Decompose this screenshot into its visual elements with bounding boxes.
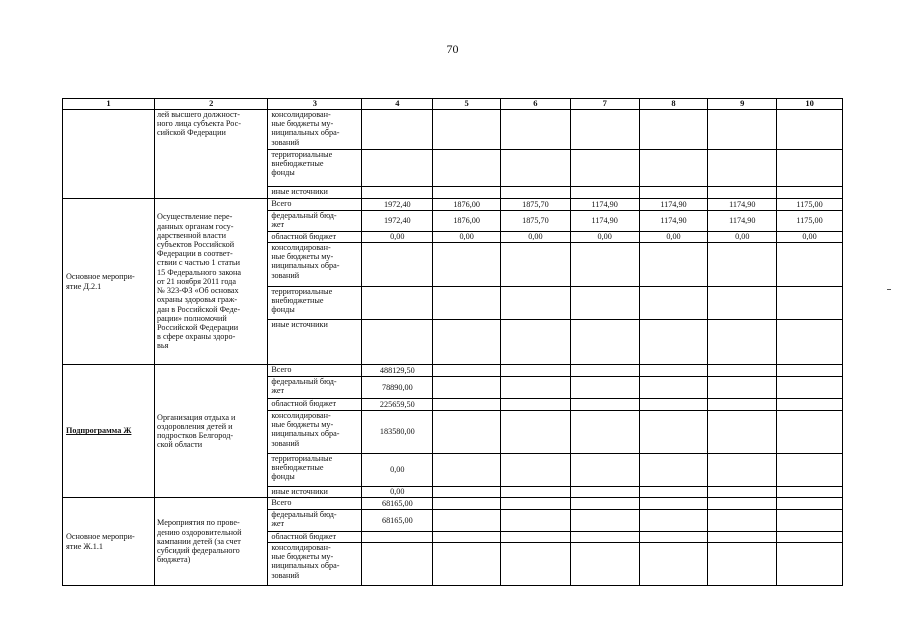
value-cell	[639, 487, 708, 498]
value-cell: 1876,00	[433, 211, 501, 232]
value-cell	[362, 243, 433, 287]
value-cell	[708, 150, 777, 187]
value-cell	[570, 543, 639, 586]
budget-table	[62, 98, 843, 586]
funding-source-cell: федеральный бюд- жет	[268, 510, 362, 532]
value-cell	[639, 411, 708, 454]
value-cell: 225659,50	[362, 399, 433, 411]
value-cell	[777, 320, 843, 365]
header-cell: 6	[501, 99, 571, 110]
value-cell	[433, 411, 501, 454]
value-cell	[362, 543, 433, 586]
value-cell	[777, 110, 843, 150]
value-cell: 0,00	[777, 232, 843, 243]
value-cell	[639, 365, 708, 377]
header-cell: 1	[63, 99, 155, 110]
value-cell	[570, 320, 639, 365]
value-cell	[777, 411, 843, 454]
value-cell	[777, 187, 843, 199]
value-cell	[433, 365, 501, 377]
header-cell: 10	[777, 99, 843, 110]
value-cell	[433, 110, 501, 150]
value-cell	[570, 454, 639, 487]
budget-table-wrap	[62, 98, 843, 586]
value-cell	[777, 498, 843, 510]
value-cell	[433, 454, 501, 487]
value-cell	[501, 510, 571, 532]
table-row	[63, 199, 843, 211]
value-cell	[639, 187, 708, 199]
value-cell	[433, 510, 501, 532]
value-cell: 68165,00	[362, 498, 433, 510]
value-cell: 1175,00	[777, 211, 843, 232]
value-cell	[362, 150, 433, 187]
value-cell	[433, 532, 501, 543]
value-cell	[708, 287, 777, 320]
section-description-cell: Организация отдыха и оздоровления детей и подростков Белгород- ской области	[155, 365, 268, 498]
funding-source-cell: иные источники	[268, 487, 362, 498]
funding-source-cell: Всего	[268, 498, 362, 510]
value-cell	[433, 498, 501, 510]
value-cell	[777, 510, 843, 532]
funding-source-cell: территориальные внебюджетные фонды	[268, 150, 362, 187]
value-cell: 1174,90	[570, 199, 639, 211]
value-cell	[639, 377, 708, 399]
value-cell	[708, 365, 777, 377]
value-cell: 78890,00	[362, 377, 433, 399]
header-cell: 2	[155, 99, 268, 110]
value-cell	[570, 498, 639, 510]
funding-source-cell: консолидирован- ные бюджеты му- ниципальных обра- зований	[268, 243, 362, 287]
funding-source-cell: территориальные внебюджетные фонды	[268, 454, 362, 487]
section-description-cell: Мероприятия по прове- дению оздоровительной кампании детей (за счет субсидий федерального бюджета)	[155, 498, 268, 586]
value-cell	[777, 243, 843, 287]
value-cell	[570, 243, 639, 287]
value-cell	[639, 510, 708, 532]
table-body	[63, 110, 843, 586]
value-cell	[501, 377, 571, 399]
funding-source-cell: федеральный бюд- жет	[268, 377, 362, 399]
value-cell: 183580,00	[362, 411, 433, 454]
value-cell	[433, 243, 501, 287]
value-cell	[708, 543, 777, 586]
value-cell: 0,00	[501, 232, 571, 243]
header-cell: 4	[362, 99, 433, 110]
value-cell	[501, 320, 571, 365]
value-cell	[639, 532, 708, 543]
value-cell	[570, 399, 639, 411]
value-cell	[777, 454, 843, 487]
value-cell	[433, 487, 501, 498]
value-cell: 1875,70	[501, 199, 571, 211]
funding-source-cell: территориальные внебюджетные фонды	[268, 287, 362, 320]
table-row	[63, 498, 843, 510]
value-cell	[639, 110, 708, 150]
value-cell: 1875,70	[501, 211, 571, 232]
value-cell	[501, 243, 571, 287]
table-row	[63, 365, 843, 377]
value-cell: 0,00	[433, 232, 501, 243]
funding-source-cell: областной бюджет	[268, 399, 362, 411]
value-cell: 1174,90	[570, 211, 639, 232]
value-cell: 1972,40	[362, 199, 433, 211]
value-cell: 1174,90	[708, 199, 777, 211]
value-cell	[639, 399, 708, 411]
value-cell	[362, 287, 433, 320]
funding-source-cell: областной бюджет	[268, 232, 362, 243]
funding-source-cell: иные источники	[268, 320, 362, 365]
value-cell	[362, 320, 433, 365]
value-cell	[570, 411, 639, 454]
value-cell	[708, 399, 777, 411]
value-cell	[501, 110, 571, 150]
value-cell: 1174,90	[639, 211, 708, 232]
value-cell	[639, 498, 708, 510]
value-cell	[501, 532, 571, 543]
value-cell	[777, 377, 843, 399]
value-cell	[501, 543, 571, 586]
value-cell	[433, 377, 501, 399]
value-cell: 0,00	[708, 232, 777, 243]
value-cell: 1972,40	[362, 211, 433, 232]
value-cell	[433, 320, 501, 365]
page-number: 70	[446, 42, 459, 56]
value-cell	[433, 287, 501, 320]
value-cell: 1175,00	[777, 199, 843, 211]
value-cell	[708, 454, 777, 487]
value-cell	[570, 287, 639, 320]
section-description-cell: Осуществление пере- данных органам госу- дарственной власти субъектов Российской Федерации в соответ- ствии с частью 1 статьи 15 Федерального закона от 21 ноября 2011 года № 323-ФЗ «Об основах охраны здоровья граж- дан в Российской Феде- рации» полномочий Российской Федерации в сфере охраны здоро- вья	[155, 199, 268, 365]
value-cell	[570, 532, 639, 543]
value-cell	[639, 454, 708, 487]
funding-source-cell: Всего	[268, 199, 362, 211]
value-cell	[433, 399, 501, 411]
value-cell	[639, 543, 708, 586]
value-cell	[708, 532, 777, 543]
value-cell	[708, 510, 777, 532]
value-cell: 488129,50	[362, 365, 433, 377]
value-cell	[570, 150, 639, 187]
funding-source-cell: областной бюджет	[268, 532, 362, 543]
header-cell: 3	[268, 99, 362, 110]
value-cell	[777, 287, 843, 320]
value-cell: 1876,00	[433, 199, 501, 211]
value-cell	[639, 150, 708, 187]
value-cell	[639, 243, 708, 287]
section-name-cell: Основное меропри- ятие Ж.1.1	[63, 498, 155, 586]
value-cell	[708, 320, 777, 365]
value-cell	[570, 365, 639, 377]
value-cell	[708, 498, 777, 510]
value-cell	[777, 365, 843, 377]
funding-source-cell: иные источники	[268, 187, 362, 199]
funding-source-cell: Всего	[268, 365, 362, 377]
value-cell	[708, 487, 777, 498]
section-name-cell	[63, 110, 155, 199]
section-name-cell: Подпрограмма Ж	[63, 365, 155, 498]
value-cell	[501, 399, 571, 411]
value-cell	[777, 543, 843, 586]
header-cell: 5	[433, 99, 501, 110]
value-cell	[708, 110, 777, 150]
value-cell: 1174,90	[639, 199, 708, 211]
value-cell	[501, 287, 571, 320]
header-cell: 9	[708, 99, 777, 110]
value-cell	[433, 150, 501, 187]
value-cell	[708, 411, 777, 454]
value-cell	[708, 187, 777, 199]
value-cell	[501, 150, 571, 187]
value-cell	[777, 532, 843, 543]
section-name-cell: Основное меропри- ятие Д.2.1	[63, 199, 155, 365]
value-cell	[501, 487, 571, 498]
value-cell	[362, 110, 433, 150]
value-cell	[570, 487, 639, 498]
value-cell: 0,00	[362, 232, 433, 243]
value-cell: 1174,90	[708, 211, 777, 232]
header-row	[63, 99, 843, 110]
value-cell	[501, 365, 571, 377]
funding-source-cell: консолидирован- ные бюджеты му- ниципальных обра- зований	[268, 543, 362, 586]
value-cell: 0,00	[570, 232, 639, 243]
header-cell: 7	[570, 99, 639, 110]
value-cell: 0,00	[362, 454, 433, 487]
value-cell	[777, 399, 843, 411]
margin-mark	[887, 289, 891, 290]
value-cell	[570, 510, 639, 532]
value-cell	[708, 377, 777, 399]
value-cell	[501, 187, 571, 199]
value-cell: 0,00	[639, 232, 708, 243]
value-cell	[570, 187, 639, 199]
value-cell	[708, 243, 777, 287]
value-cell	[362, 187, 433, 199]
value-cell	[639, 287, 708, 320]
value-cell	[433, 543, 501, 586]
value-cell	[501, 411, 571, 454]
funding-source-cell: консолидирован- ные бюджеты му- ниципальных обра- зований	[268, 110, 362, 150]
table-row	[63, 110, 843, 150]
funding-source-cell: консолидирован- ные бюджеты му- ниципальных обра- зований	[268, 411, 362, 454]
value-cell	[501, 454, 571, 487]
value-cell	[777, 150, 843, 187]
value-cell: 0,00	[362, 487, 433, 498]
header-cell: 8	[639, 99, 708, 110]
funding-source-cell: федеральный бюд- жет	[268, 211, 362, 232]
value-cell	[362, 532, 433, 543]
value-cell	[433, 187, 501, 199]
value-cell	[501, 498, 571, 510]
value-cell	[570, 377, 639, 399]
section-description-cell: лей высшего должност- ного лица субъекта Рос- сийской Федерации	[155, 110, 268, 199]
value-cell	[639, 320, 708, 365]
value-cell	[777, 487, 843, 498]
value-cell	[570, 110, 639, 150]
value-cell: 68165,00	[362, 510, 433, 532]
